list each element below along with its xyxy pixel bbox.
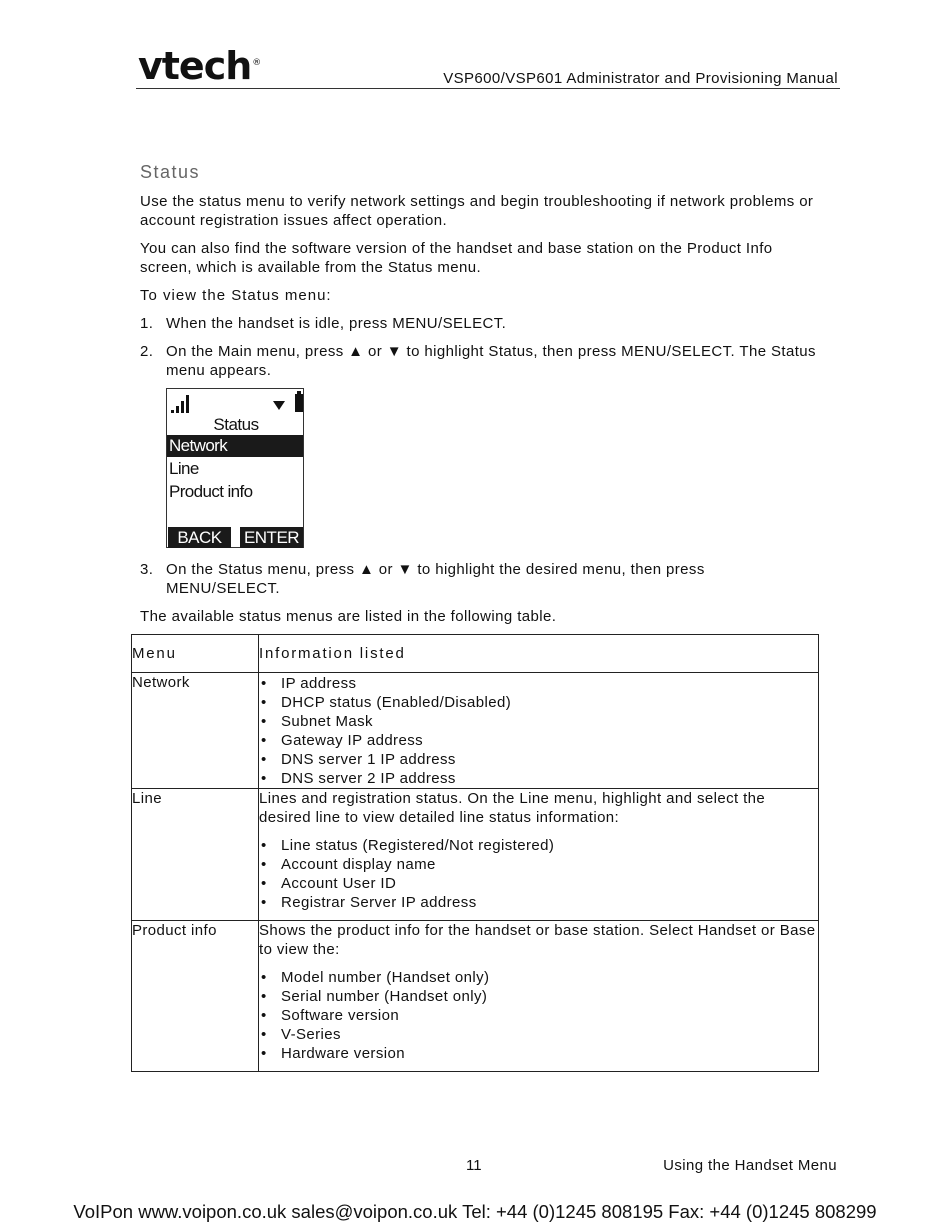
enter-softkey[interactable]: ENTER: [240, 527, 303, 548]
list-item: • Account display name: [259, 855, 818, 874]
list-item: • Model number (Handset only): [259, 968, 818, 987]
list-item: • DNS server 1 IP address: [259, 750, 818, 769]
bullet-list: [259, 836, 818, 912]
cell-description: Shows the product info for the handset or base station. Select Handset or Base to view the:: [259, 922, 816, 958]
menu-cell: Line: [132, 789, 259, 921]
intro-paragraph-2: You can also find the software version of the handset and base station on the Product Info screen, which is available from the Status menu.: [140, 240, 773, 276]
info-cell: [259, 921, 819, 1072]
list-item: • Account User ID: [259, 874, 818, 893]
document-title: VSP600/VSP601 Administrator and Provisioning Manual: [443, 70, 838, 87]
table-header-row: [132, 635, 819, 673]
status-menus-table: [131, 634, 819, 1072]
list-item: • Subnet Mask: [259, 712, 818, 731]
step-number: 1.: [140, 315, 154, 332]
header-divider: [136, 88, 840, 89]
bullet-list: [259, 674, 818, 788]
contact-footer: VoIPon www.voipon.co.uk sales@voipon.co.uk Tel: +44 (0)1245 808195 Fax: +44 (0)1245 808299: [73, 1201, 877, 1222]
handset-status-screen: [166, 388, 304, 548]
section-heading: Status: [140, 162, 201, 182]
line-indicator-icon: [273, 401, 285, 410]
bullet-list: [259, 968, 818, 1063]
list-item: • DHCP status (Enabled/Disabled): [259, 693, 818, 712]
footer-section-name: Using the Handset Menu: [663, 1157, 837, 1174]
list-item: • Registrar Server IP address: [259, 893, 818, 912]
screen-menu-item-line[interactable]: Line: [169, 459, 199, 478]
cell-description: Lines and registration status. On the Line menu, highlight and select the desired line to view detailed line status information:: [259, 790, 766, 826]
menu-cell: Product info: [132, 921, 259, 1072]
list-item: • Serial number (Handset only): [259, 987, 818, 1006]
info-cell: [259, 789, 819, 921]
intro-paragraph-1: Use the status menu to verify network settings and begin troubleshooting if network problems or account registration issues affect operation.: [140, 193, 814, 229]
list-item: • Software version: [259, 1006, 818, 1025]
table-row: [132, 921, 819, 1072]
page-number: 11: [466, 1157, 482, 1174]
table-row: [132, 789, 819, 921]
column-header-information: Information listed: [259, 635, 819, 673]
step-number: 3.: [140, 561, 154, 578]
vtech-logo: vtech®: [138, 44, 261, 88]
step-text: On the Status menu, press ▲ or ▼ to highlight the desired menu, then press MENU/SELECT.: [166, 561, 705, 597]
list-item: • Hardware version: [259, 1044, 818, 1063]
screen-menu-item-network[interactable]: Network: [167, 435, 303, 457]
table-intro: The available status menus are listed in the following table.: [140, 608, 557, 625]
procedure-title: To view the Status menu:: [140, 287, 332, 304]
list-item: • V-Series: [259, 1025, 818, 1044]
step-number: 2.: [140, 343, 154, 360]
step-text: When the handset is idle, press MENU/SELECT.: [166, 315, 507, 332]
step-text: On the Main menu, press ▲ or ▼ to highlight Status, then press MENU/SELECT. The Status menu appears.: [166, 343, 816, 379]
signal-strength-icon: [171, 395, 191, 413]
list-item: • Gateway IP address: [259, 731, 818, 750]
list-item: • DNS server 2 IP address: [259, 769, 818, 788]
screen-title: Status: [213, 415, 259, 434]
menu-cell: Network: [132, 673, 259, 789]
screen-menu-item-product-info[interactable]: Product info: [169, 482, 253, 501]
table-row: [132, 673, 819, 789]
list-item: • Line status (Registered/Not registered): [259, 836, 818, 855]
back-softkey[interactable]: BACK: [168, 527, 231, 548]
column-header-menu: Menu: [132, 635, 259, 673]
battery-icon: [295, 394, 303, 412]
info-cell: [259, 673, 819, 789]
list-item: • IP address: [259, 674, 818, 693]
